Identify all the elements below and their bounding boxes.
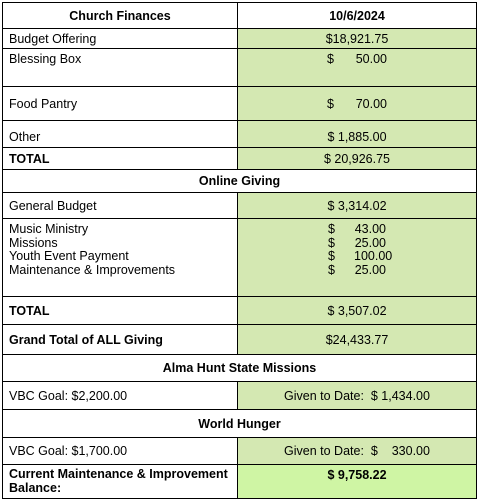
item-amount: 100.00	[354, 249, 393, 263]
alma-hunt-row	[3, 382, 477, 410]
world-hunger-row	[3, 438, 477, 465]
online-items-labels	[3, 219, 238, 297]
general-budget-row	[3, 193, 477, 219]
maintenance-balance-row	[3, 465, 477, 499]
other-label: Other	[3, 121, 238, 148]
food-pantry-label: Food Pantry	[3, 87, 238, 121]
food-pantry-currency: $	[327, 96, 334, 111]
blessing-box-label: Blessing Box	[3, 49, 238, 87]
other-row	[3, 121, 477, 148]
blessing-box-currency: $	[327, 52, 334, 66]
list-item: Maintenance & Improvements	[9, 262, 176, 277]
online-giving-heading-row	[3, 170, 477, 193]
item-amount: 25.00	[354, 235, 386, 250]
currency-symbol: $	[328, 222, 335, 236]
maintenance-balance-value: $ 9,758.22	[238, 465, 477, 499]
online-total-row	[3, 297, 477, 325]
online-total-label: TOTAL	[3, 297, 238, 325]
total-label: TOTAL	[3, 148, 238, 170]
budget-offering-row	[3, 29, 477, 49]
blessing-box-amount: 50.00	[355, 52, 387, 66]
budget-offering-label: Budget Offering	[3, 29, 238, 49]
world-hunger-given: Given to Date: $ 330.00	[238, 438, 477, 465]
church-finances-table	[2, 2, 477, 499]
total-value: $ 20,926.75	[238, 148, 477, 170]
blessing-box-value	[238, 49, 477, 87]
blessing-box-row	[3, 49, 477, 87]
list-item: Missions	[9, 235, 58, 250]
online-items-row	[3, 219, 477, 297]
total-row	[3, 148, 477, 170]
report-date: 10/6/2024	[238, 3, 477, 29]
other-value: $ 1,885.00	[238, 121, 477, 148]
header-row	[3, 3, 477, 29]
alma-hunt-goal: VBC Goal: $2,200.00	[3, 382, 238, 410]
grand-total-label: Grand Total of ALL Giving	[3, 325, 238, 355]
food-pantry-row	[3, 87, 477, 121]
online-items-values	[238, 219, 477, 297]
currency-symbol: $	[328, 262, 335, 277]
online-total-value: $ 3,507.02	[238, 297, 477, 325]
general-budget-value: $ 3,314.02	[238, 193, 477, 219]
item-amount: 25.00	[354, 262, 386, 277]
world-hunger-heading: World Hunger	[3, 410, 477, 438]
food-pantry-value	[238, 87, 477, 121]
world-hunger-goal: VBC Goal: $1,700.00	[3, 438, 238, 465]
item-amount: 43.00	[354, 222, 386, 236]
general-budget-label: General Budget	[3, 193, 238, 219]
list-item: Youth Event Payment	[9, 249, 129, 263]
currency-symbol: $	[328, 249, 335, 263]
grand-total-value: $24,433.77	[238, 325, 477, 355]
alma-hunt-given: Given to Date: $ 1,434.00	[238, 382, 477, 410]
world-hunger-heading-row	[3, 410, 477, 438]
list-item: Music Ministry	[9, 222, 89, 236]
maintenance-balance-label	[3, 465, 238, 499]
alma-hunt-heading-row	[3, 355, 477, 382]
maintenance-balance-label-line1: Current Maintenance & Improvement	[9, 467, 228, 481]
budget-offering-value: $18,921.75	[238, 29, 477, 49]
table-title: Church Finances	[3, 3, 238, 29]
food-pantry-amount: 70.00	[355, 96, 387, 111]
alma-hunt-heading: Alma Hunt State Missions	[3, 355, 477, 382]
online-giving-heading: Online Giving	[3, 170, 477, 193]
grand-total-row	[3, 325, 477, 355]
currency-symbol: $	[328, 235, 335, 250]
maintenance-balance-label-line2: Balance:	[9, 480, 62, 495]
